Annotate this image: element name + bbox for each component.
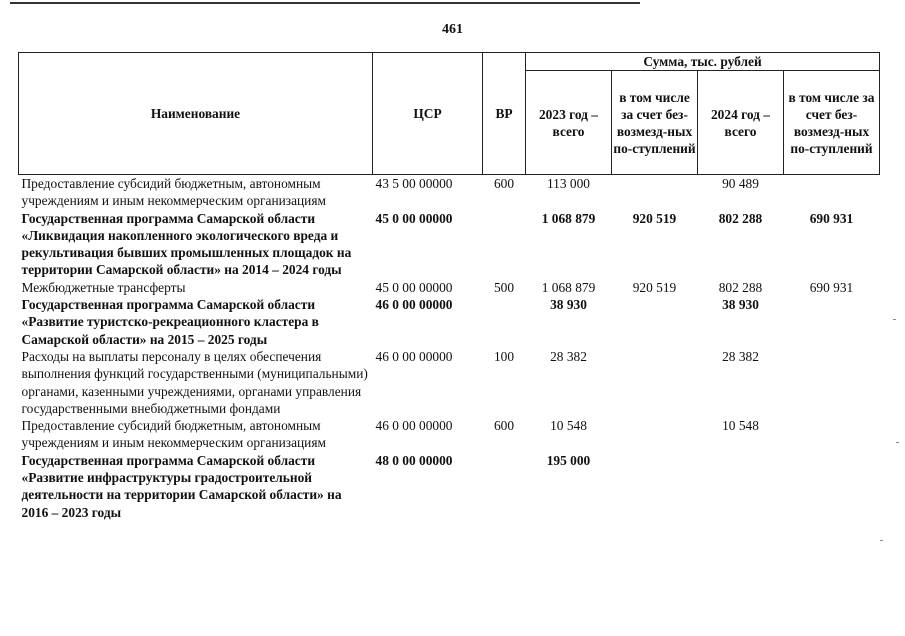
scan-mark bbox=[896, 442, 899, 443]
table-row bbox=[19, 175, 880, 210]
table-row bbox=[19, 348, 880, 417]
row-vr: 100 bbox=[493, 348, 515, 364]
row-2023-total: 195 000 bbox=[546, 452, 591, 468]
scan-mark bbox=[893, 319, 896, 320]
scan-mark bbox=[880, 540, 883, 541]
row-2024-grants: 690 931 bbox=[809, 279, 854, 295]
row-2023-grants bbox=[612, 417, 698, 452]
row-2024-grants bbox=[784, 348, 880, 417]
header-2023-total: 2023 год – всего bbox=[526, 71, 612, 175]
row-csr: 46 0 00 00000 bbox=[375, 418, 453, 434]
row-vr bbox=[483, 452, 526, 521]
row-2024-grants: 690 931 bbox=[809, 210, 854, 226]
row-name: Государственная программа Самарской области «Ликвидация накопленного экологического вреда и рекультивация бывших промышленных площадок на территории Самарской области» на 2014 – 2024 годы bbox=[21, 210, 352, 278]
row-name: Государственная программа Самарской области «Развитие инфраструктуры градостроительной деятельности на территории Самарской области» на 2016 – 2023 годы bbox=[21, 452, 342, 520]
header-2024-grants: в том числе за счет без-возмезд-ных по-ступлений bbox=[784, 71, 880, 175]
row-csr: 45 0 00 00000 bbox=[375, 279, 453, 295]
row-2024-total: 90 489 bbox=[722, 176, 759, 191]
row-2023-grants: 920 519 bbox=[632, 279, 677, 295]
row-vr bbox=[483, 296, 526, 348]
header-csr: ЦСР bbox=[373, 53, 483, 175]
row-2024-total bbox=[698, 452, 784, 521]
row-2024-grants bbox=[784, 417, 880, 452]
row-csr: 46 0 00 00000 bbox=[375, 297, 453, 313]
page-number: 461 bbox=[442, 22, 463, 37]
row-2024-grants bbox=[784, 296, 880, 348]
row-name: Предоставление субсидий бюджетным, автономным учреждениям и иным некоммерческим организациям bbox=[21, 176, 326, 209]
table-body bbox=[19, 175, 880, 521]
row-name: Межбюджетные трансферты bbox=[21, 279, 186, 295]
row-vr: 600 bbox=[493, 418, 515, 434]
row-vr bbox=[483, 210, 526, 279]
table-row bbox=[19, 452, 880, 521]
row-2024-grants bbox=[784, 175, 880, 210]
row-2024-total: 802 288 bbox=[718, 210, 763, 226]
row-vr: 600 bbox=[493, 176, 515, 191]
row-2024-total: 10 548 bbox=[722, 418, 759, 434]
row-csr: 46 0 00 00000 bbox=[375, 348, 453, 364]
header-sum-group: Сумма, тыс. рублей bbox=[526, 53, 880, 71]
row-2023-total: 1 068 879 bbox=[541, 210, 596, 226]
row-2023-grants bbox=[612, 296, 698, 348]
row-2023-grants bbox=[612, 175, 698, 210]
row-2024-grants bbox=[784, 452, 880, 521]
row-name: Предоставление субсидий бюджетным, автономным учреждениям и иным некоммерческим организациям bbox=[21, 418, 326, 451]
row-name: Расходы на выплаты персоналу в целях обеспечения выполнения функций государственными (муниципальными) органами, казенными учреждениями, органами управления государственными внебюджетными фондами bbox=[21, 348, 368, 416]
row-2024-total: 802 288 bbox=[718, 279, 763, 295]
table-header bbox=[19, 53, 880, 175]
header-2024-total: 2024 год – всего bbox=[698, 71, 784, 175]
row-2023-total: 1 068 879 bbox=[541, 279, 596, 295]
row-csr: 45 0 00 00000 bbox=[375, 210, 453, 226]
row-2024-total: 38 930 bbox=[722, 297, 759, 313]
row-2024-total: 28 382 bbox=[722, 348, 759, 364]
row-2023-total: 113 000 bbox=[546, 176, 591, 191]
header-name: Наименование bbox=[19, 53, 373, 175]
header-vr: ВР bbox=[483, 53, 526, 175]
row-csr: 48 0 00 00000 bbox=[375, 452, 453, 468]
row-2023-total: 10 548 bbox=[550, 418, 587, 434]
budget-table bbox=[18, 52, 880, 521]
table-row bbox=[19, 296, 880, 348]
row-vr: 500 bbox=[493, 279, 515, 295]
row-2023-grants bbox=[612, 452, 698, 521]
row-2023-grants: 920 519 bbox=[632, 210, 677, 226]
table-row bbox=[19, 210, 880, 279]
row-2023-total: 28 382 bbox=[550, 348, 587, 364]
table-row bbox=[19, 417, 880, 452]
row-2023-grants bbox=[612, 348, 698, 417]
header-2023-grants: в том числе за счет без-возмезд-ных по-ступлений bbox=[612, 71, 698, 175]
row-csr: 43 5 00 00000 bbox=[375, 176, 453, 191]
row-2023-total: 38 930 bbox=[550, 297, 587, 313]
table-row bbox=[19, 279, 880, 296]
top-rule bbox=[10, 2, 640, 4]
row-name: Государственная программа Самарской области «Развитие туристско-рекреационного кластера в Самарской области» на 2015 – 2025 годы bbox=[21, 297, 319, 347]
